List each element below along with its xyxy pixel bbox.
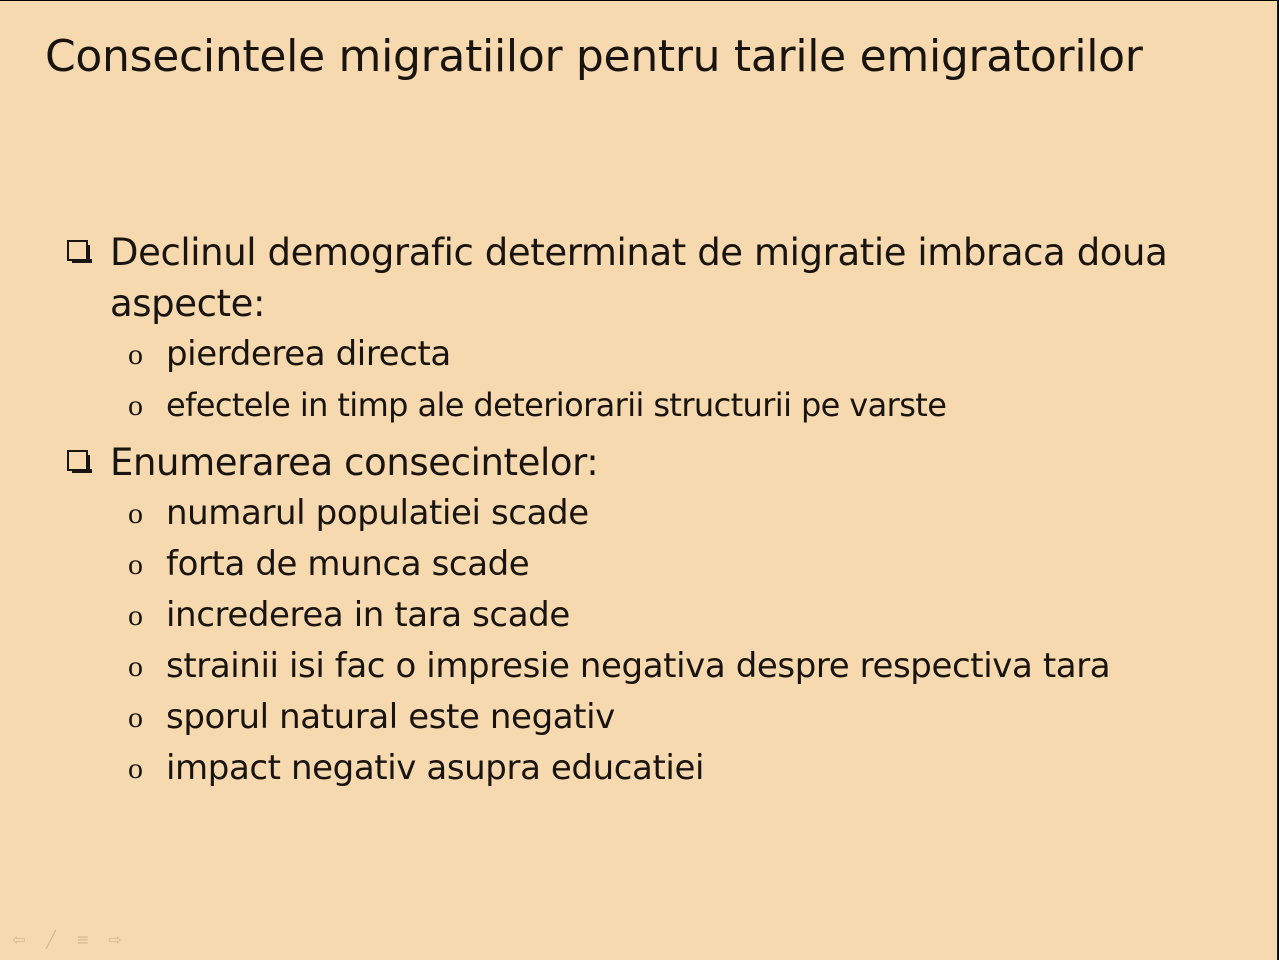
checkbox-bullet-icon — [67, 240, 88, 261]
bullet-text-line1: Declinul demografic determinat de migratie imbraca doua — [110, 231, 1168, 274]
slide — [0, 1, 1278, 960]
list-item — [62, 743, 1252, 794]
checkbox-bullet-icon — [67, 450, 88, 471]
list-item — [62, 329, 1252, 380]
slideshow-nav-toolbar — [8, 931, 126, 949]
list-item — [62, 539, 1252, 590]
list-item-text: sporul natural este negativ — [166, 697, 615, 737]
list-item — [62, 641, 1252, 692]
circle-bullet-icon: o — [128, 338, 143, 371]
circle-bullet-icon: o — [128, 650, 143, 683]
bullet-text-line1: Enumerarea consecintelor: — [110, 441, 599, 484]
circle-bullet-icon: o — [128, 599, 143, 632]
circle-bullet-icon: o — [128, 548, 143, 581]
slide-title: Consecintele migratiilor pentru tarile emigratorilor — [45, 31, 1143, 82]
list-item-text: strainii isi fac o impresie negativa despre respectiva tara — [166, 646, 1111, 686]
circle-bullet-icon: o — [128, 701, 143, 734]
slide-content — [62, 227, 1252, 800]
list-item-text: pierderea directa — [166, 334, 451, 374]
pen-icon[interactable]: ╱ — [46, 930, 56, 949]
circle-bullet-icon: o — [128, 497, 143, 530]
circle-bullet-icon: o — [128, 752, 143, 785]
menu-icon[interactable]: ≡ — [76, 930, 90, 949]
bullet-enumerarea-consecintelor — [62, 437, 1252, 488]
bullet-declin-demografic — [62, 227, 1252, 329]
bullet-text-line2: aspecte: — [110, 282, 266, 325]
previous-slide-icon[interactable]: ⇦ — [12, 930, 26, 949]
list-item-text: forta de munca scade — [166, 544, 530, 584]
list-item-text: increderea in tara scade — [166, 595, 570, 635]
sublist-aspecte — [62, 329, 1252, 431]
list-item — [62, 380, 1252, 431]
list-item — [62, 692, 1252, 743]
list-item-text: impact negativ asupra educatiei — [166, 748, 705, 788]
sublist-consecinte — [62, 488, 1252, 794]
list-item-text: numarul populatiei scade — [166, 493, 589, 533]
circle-bullet-icon: o — [128, 389, 143, 422]
list-item — [62, 488, 1252, 539]
list-item — [62, 590, 1252, 641]
next-slide-icon[interactable]: ⇨ — [108, 930, 122, 949]
list-item-text: efectele in timp ale deteriorarii structurii pe varste — [166, 386, 947, 424]
